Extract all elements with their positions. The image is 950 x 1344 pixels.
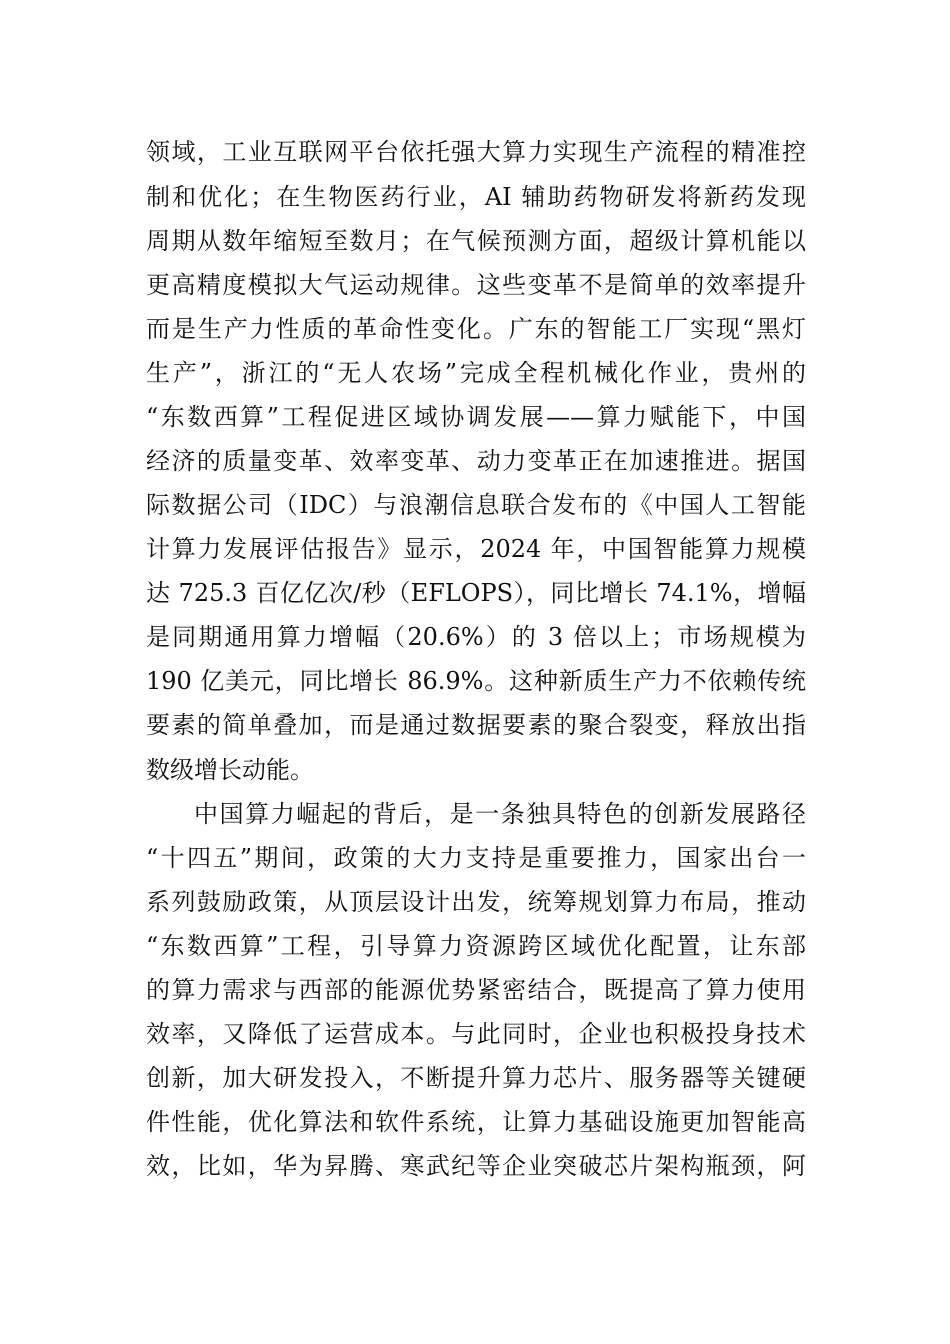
text-line: 周期从数年缩短至数月；在气候预测方面，超级计算机能以 [146,227,806,255]
text-line: “东数西算”工程，引导算力资源跨区域优化配置，让东部 [146,932,806,960]
text-line: 而是生产力性质的革命性变化。广东的智能工厂实现“黑灯 [146,315,806,343]
text-line: 数级增长动能。 [146,756,314,784]
text-line: 创新，加大研发投入，不断提升算力芯片、服务器等关键硬 [146,1064,806,1092]
text-line: “东数西算”工程促进区域协调发展——算力赋能下，中国 [146,403,806,431]
text-line: 件性能，优化算法和软件系统，让算力基础设施更加智能高 [146,1108,806,1136]
text-line: 效率，又降低了运营成本。与此同时，企业也积极投身技术 [146,1020,806,1048]
text-line: 要素的简单叠加，而是通过数据要素的聚合裂变，释放出指 [146,711,806,739]
text-line: 效，比如，华为昇腾、寒武纪等企业突破芯片架构瓶颈，阿 [146,1152,806,1180]
text-line: 中国算力崛起的背后，是一条独具特色的创新发展路径 [194,800,806,828]
text-line: 的算力需求与西部的能源优势紧密结合，既提高了算力使用 [146,976,806,1004]
text-line: 领域，工业互联网平台依托强大算力实现生产流程的精准控 [146,138,806,166]
text-line: 制和优化；在生物医药行业，AI 辅助药物研发将新药发现 [146,183,806,211]
text-line: 计算力发展评估报告》显示，2024 年，中国智能算力规模 [146,535,806,563]
text-line: 更高精度模拟大气运动规律。这些变革不是简单的效率提升 [146,271,806,299]
text-line: 经济的质量变革、效率变革、动力变革正在加速推进。据国 [146,447,806,475]
text-line: 达 725.3 百亿亿次/秒（EFLOPS），同比增长 74.1%，增幅 [146,579,806,607]
text-line: 系列鼓励政策，从顶层设计出发，统筹规划算力布局，推动 [146,888,806,916]
text-line: 190 亿美元，同比增长 86.9%。这种新质生产力不依赖传统 [146,667,806,695]
text-line: 是同期通用算力增幅（20.6%）的 3 倍以上；市场规模为 [146,623,806,651]
text-line: “十四五”期间，政策的大力支持是重要推力，国家出台一 [146,844,806,872]
text-line: 生产”，浙江的“无人农场”完成全程机械化作业，贵州的 [146,359,806,387]
text-line: 际数据公司（IDC）与浪潮信息联合发布的《中国人工智能 [146,491,806,519]
